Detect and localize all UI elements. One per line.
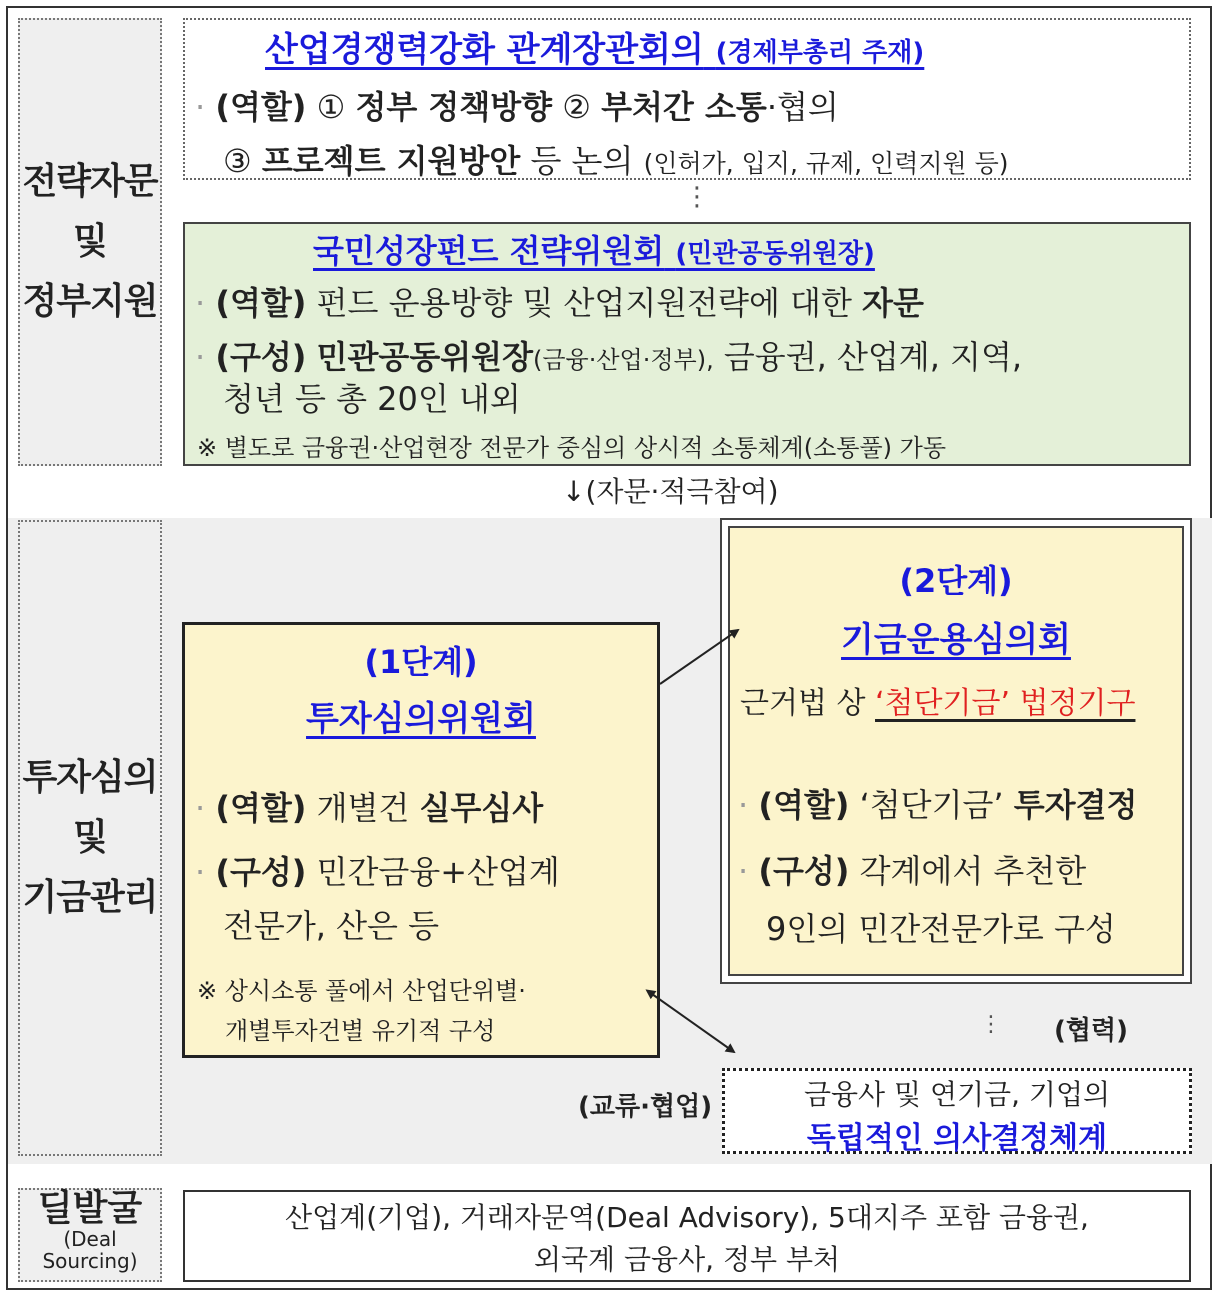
label-review-line1: 투자심의	[22, 757, 158, 798]
advisory-arrow-label: ↓(자문·적극참여)	[562, 475, 779, 508]
stage1-role-bold: 실무심사	[419, 789, 544, 827]
deal-sourcing-line2: 외국계 금융사, 정부 부처	[533, 1243, 841, 1276]
label-deal-title: 딜발굴	[37, 1188, 143, 1229]
stage2-step: (2단계)	[899, 562, 1013, 600]
label-deal-sub1: (Deal	[63, 1227, 117, 1251]
ministerial-num1: ①	[316, 88, 346, 126]
arrow-stage1-to-stage2	[660, 630, 738, 684]
strategy-committee-title-paren: (민관공동위원장)	[675, 239, 875, 269]
strategy-role-line: · (역할) 펀드 운용방향 및 산업지원전략에 대한 자문	[195, 284, 924, 322]
ministerial-item2-tail: ·협의	[766, 88, 839, 126]
ministerial-title-text: 산업경쟁력강화 관계장관회의	[265, 30, 704, 70]
independent-line2: 독립적인 의사결정체계	[806, 1121, 1108, 1156]
stage1-role-line: · (역할) 개별건 실무심사	[195, 789, 544, 827]
strategy-role-text: 펀드 운용방향 및 산업지원전략에 대한	[316, 284, 852, 322]
ministerial-item3-tail: 등 논의	[530, 142, 634, 180]
label-strategy-line2: 및	[73, 221, 107, 262]
strategy-comp-text: 금융권, 산업계, 지역,	[723, 338, 1023, 376]
independent-line1: 금융사 및 연기금, 기업의	[803, 1078, 1111, 1111]
stage2-role-text: ‘첨단기금’	[859, 786, 1004, 824]
label-deal-sub2: Sourcing)	[42, 1249, 138, 1273]
stage2-role-bold: 투자결정	[1013, 786, 1138, 824]
stage1-comp-line2: 전문가, 산은 등	[223, 907, 439, 945]
label-strategy-line1: 전략자문	[22, 161, 158, 202]
ministerial-item1: 정부 정책방향	[355, 88, 553, 126]
deal-sourcing-line1: 산업계(기업), 거래자문역(Deal Advisory), 5대지주 포함 금융권,	[285, 1201, 1089, 1234]
ministerial-chair: (경제부총리 주재)	[715, 38, 925, 68]
stage2-comp-line2: 9인의 민간전문가로 구성	[766, 910, 1116, 948]
ministerial-num2: ②	[562, 88, 591, 126]
stage2-role-line: · (역할) ‘첨단기금’ 투자결정	[738, 786, 1138, 824]
ministerial-role-line: · (역할) ① 정부 정책방향 ② 부처간 소통·협의	[195, 88, 839, 126]
strategy-role-bold: 자문	[862, 284, 924, 322]
strategy-role-tag: (역할)	[215, 284, 307, 322]
vertical-ellipsis-top: ⋮	[684, 182, 710, 212]
label-review-line3: 기금관리	[22, 877, 158, 918]
stage2-law-red: ‘첨단기금’ 법정기구	[875, 686, 1136, 721]
strategy-note: ※ 별도로 금융권·산업현장 전문가 중심의 상시적 소통체계(소통풀) 가동	[197, 434, 947, 462]
arrow-stage1-to-independent	[652, 994, 734, 1052]
strategy-comp-tag: (구성)	[215, 338, 307, 376]
ministerial-item3: 프로젝트 지원방안	[261, 142, 521, 180]
stage1-name-text: 투자심의위원회	[306, 699, 536, 739]
stage1-step: (1단계)	[364, 643, 478, 681]
stage1-comp-text: 민간금융+산업계	[316, 853, 560, 891]
stage1-role-text: 개별건	[316, 789, 410, 827]
ministerial-num3: ③	[223, 142, 252, 180]
stage1-note1: ※ 상시소통 풀에서 산업단위별·	[197, 977, 526, 1005]
stage1-comp-tag: (구성)	[215, 853, 307, 891]
stage2-role-tag: (역할)	[758, 786, 850, 824]
strategy-comp-line2: 청년 등 총 20인 내외	[223, 380, 521, 418]
strategy-comp-small: (금융·산업·정부),	[532, 346, 714, 374]
label-strategy-line3: 정부지원	[22, 281, 158, 322]
ministerial-role-tag: (역할)	[215, 88, 307, 126]
strategy-comp-line: · (구성) 민관공동위원장(금융·산업·정부), 금융권, 산업계, 지역,	[195, 338, 1023, 376]
stage2-comp-text: 각계에서 추천한	[859, 852, 1087, 890]
ministerial-paren: (인허가, 입지, 규제, 인력지원 등)	[643, 149, 1009, 178]
exchange-label: (교류·협업)	[578, 1092, 713, 1122]
stage2-comp-line: · (구성) 각계에서 추천한	[738, 852, 1087, 890]
stage1-role-tag: (역할)	[215, 789, 307, 827]
vertical-ellipsis-coop: ⋮	[980, 1012, 1002, 1037]
strategy-committee-title-text: 국민성장펀드 전략위원회	[313, 232, 665, 270]
strategy-comp-bold: 민관공동위원장	[316, 338, 533, 376]
stage2-law-prefix: 근거법 상	[740, 686, 866, 721]
stage1-comp-line: · (구성) 민간금융+산업계	[195, 853, 560, 891]
label-review-line2: 및	[73, 817, 107, 858]
ministerial-item2: 부처간 소통	[601, 88, 767, 126]
stage2-comp-tag: (구성)	[758, 852, 850, 890]
stage2-name-text: 기금운용심의회	[841, 620, 1071, 660]
stage1-note2: 개별투자건별 유기적 구성	[225, 1017, 496, 1045]
cooperation-label: (협력)	[1054, 1016, 1128, 1046]
